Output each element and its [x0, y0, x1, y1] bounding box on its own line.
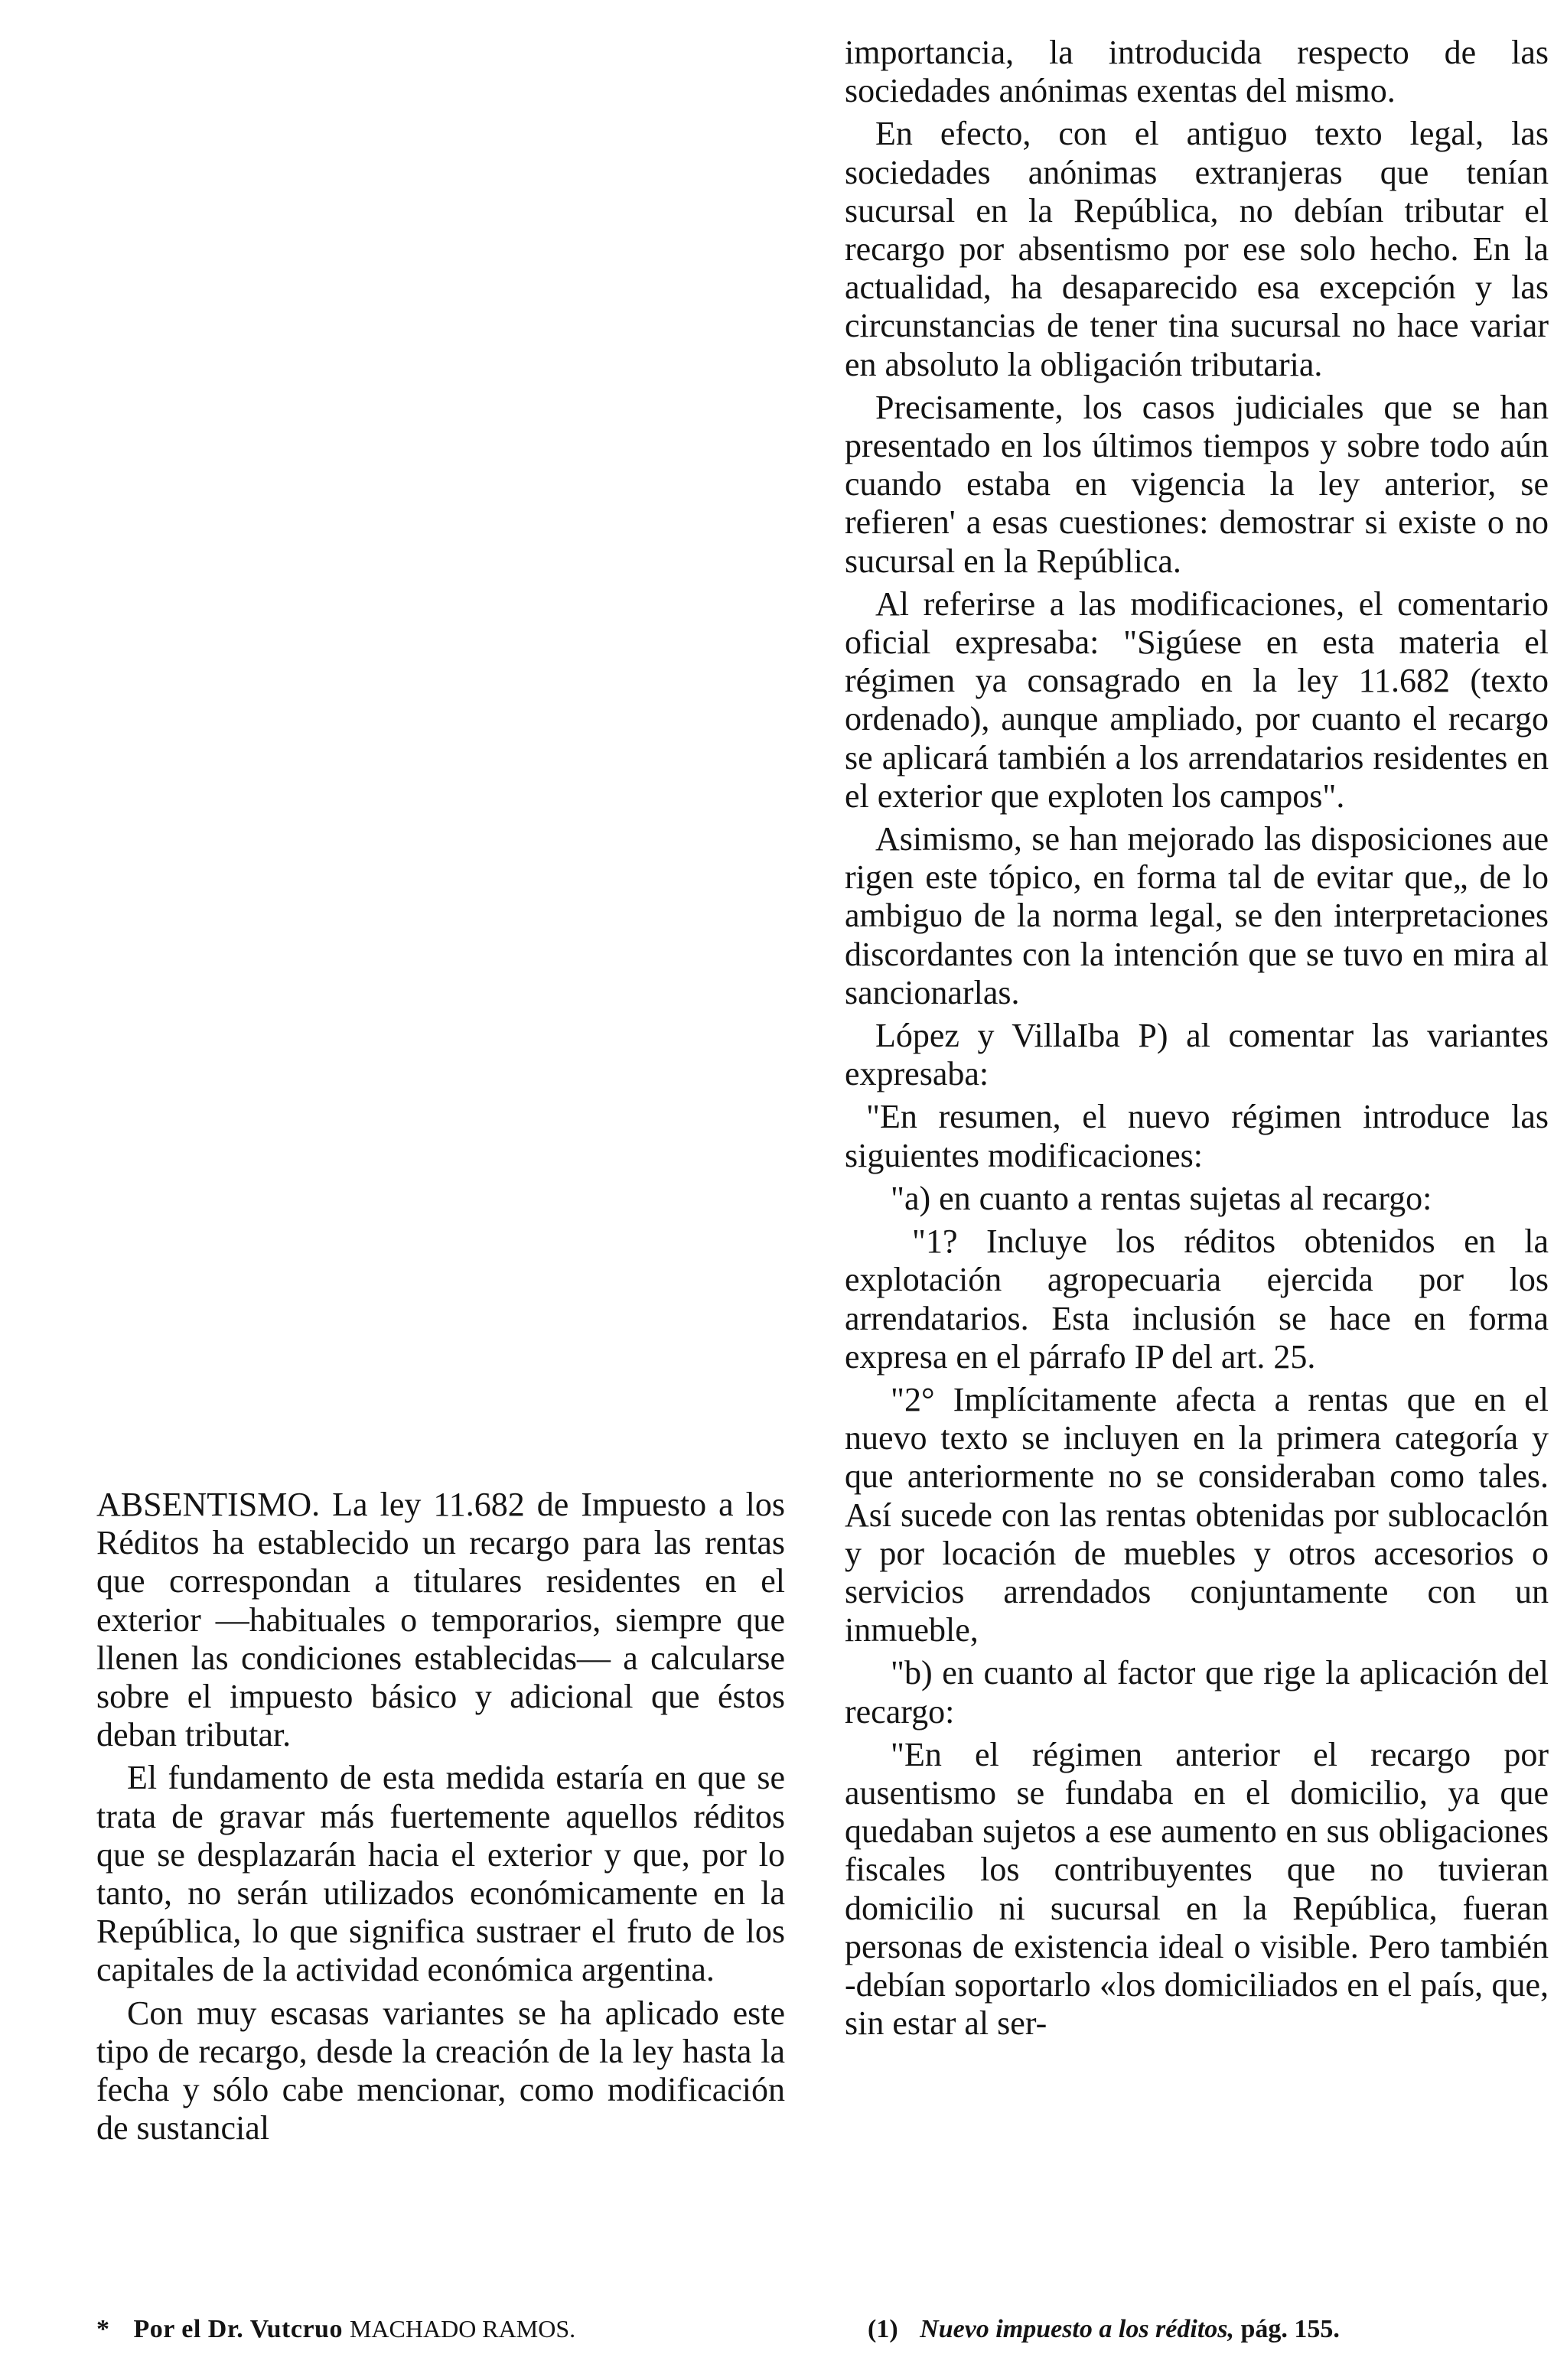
right-paragraph-8: "a) en cuanto a rentas sujetas al recargo: — [891, 1179, 1432, 1217]
footnote-asterisk: * — [96, 2315, 110, 2343]
author-name: MACHADO RAMOS. — [349, 2315, 576, 2343]
right-paragraph-6: López y VillaIba P) al comentar las variantes expresaba: — [845, 1017, 1549, 1093]
right-paragraph-3: Precisamente, los casos judiciales que se han presentado en los últimos tiempos y sobre todo aún cuando estaba en vigencia la ley anterior, se refieren' a esas cuestiones: demostrar si existe o no sucursal en la República. — [845, 388, 1549, 580]
left-paragraph-2: El fundamento de esta medida estaría en que se trata de gravar más fuertemente aquellos réditos que se desplazarán hacia el exterior y que, por lo tanto, no serán utilizados económicamente en la República, lo que significa sustraer el fruto de los capitales de la actividad económica argentina. — [96, 1759, 785, 1989]
right-paragraph-10: "2° Implícitamente afecta a rentas que en el nuevo texto se incluyen en la primera categoría y que anteriormente no se consideraban como tales. Así sucede con las rentas obtenidas por sublocaclón y por locación de muebles y otros accesorios o servicios arrendados conjuntamente con un inmueble, — [845, 1380, 1549, 1649]
footnote-title: Nuevo impuesto a los réditos, — [920, 2315, 1234, 2343]
right-paragraph-5: Asimismo, se han mejorado las disposiciones aue rigen este tópico, en forma tal de evitar que„ de lo ambiguo de la norma legal, se den interpretaciones discordantes con la intención que se tuvo en mira al sancionarlas. — [845, 820, 1549, 1011]
right-paragraph-4: Al referirse a las modificaciones, el comentario oficial expresaba: "Sigúese en esta materia el régimen ya consagrado en la ley 11.682 (texto ordenado), aunque ampliado, por cuanto el recargo se aplicará también a los arrendatarios residentes en el exterior que exploten los campos". — [845, 584, 1549, 815]
footnote-number: (1) — [868, 2315, 898, 2343]
right-column — [845, 34, 1549, 2047]
right-paragraph-2: En efecto, con el antiguo texto legal, las sociedades anónimas extranjeras que tenían sucursal en la República, no debían tributar el recargo por absentismo por ese solo hecho. En la actualidad, ha desaparecido esa excepción y las circunstancias de tener tina sucursal no hace variar en absoluto la obligación tributaria. — [845, 115, 1549, 383]
author-prefix: Por el Dr. Vutcruo — [133, 2315, 343, 2343]
right-paragraph-1: importancia, la introducida respecto de las sociedades anónimas exentas del mismo. — [845, 34, 1549, 110]
right-paragraph-12: "En el régimen anterior el recargo por ausentismo se fundaba en el domicilio, ya que quedaban sujetos a ese aumento en sus obligaciones fiscales los contribuyentes que no tuvieran domicilio ni sucursal en la República, fueran personas de existencia ideal o visible. Pero también -debían soportarlo «los domiciliados en el país, que, sin estar al ser- — [845, 1735, 1549, 2043]
reference-footnote — [868, 2315, 1340, 2344]
footnote-page: pág. 155. — [1240, 2315, 1340, 2343]
left-paragraph-1: ABSENTISMO. La ley 11.682 de Impuesto a los Réditos ha establecido un recargo para las rentas que correspondan a titulares residentes en el exterior —habituales o temporarios, siempre que llenen las condiciones establecidas— a calcularse sobre el impuesto básico y adicional que éstos deban tributar. — [96, 1486, 785, 1754]
right-paragraph-9: "1? Incluye los réditos obtenidos en la explotación agropecuaria ejercida por los arrendatarios. Esta inclusión se hace en forma expresa en el párrafo IP del art. 25. — [845, 1223, 1549, 1376]
left-column — [96, 1486, 785, 2152]
right-paragraph-11: "b) en cuanto al factor que rige la aplicación del recargo: — [845, 1654, 1549, 1730]
left-paragraph-3: Con muy escasas variantes se ha aplicado este tipo de recargo, desde la creación de la ley hasta la fecha y sólo cabe mencionar, como modificación de sustancial — [96, 1994, 785, 2147]
author-footnote — [96, 2315, 575, 2344]
right-paragraph-7: "En resumen, el nuevo régimen introduce las siguientes modificaciones: — [845, 1098, 1549, 1174]
